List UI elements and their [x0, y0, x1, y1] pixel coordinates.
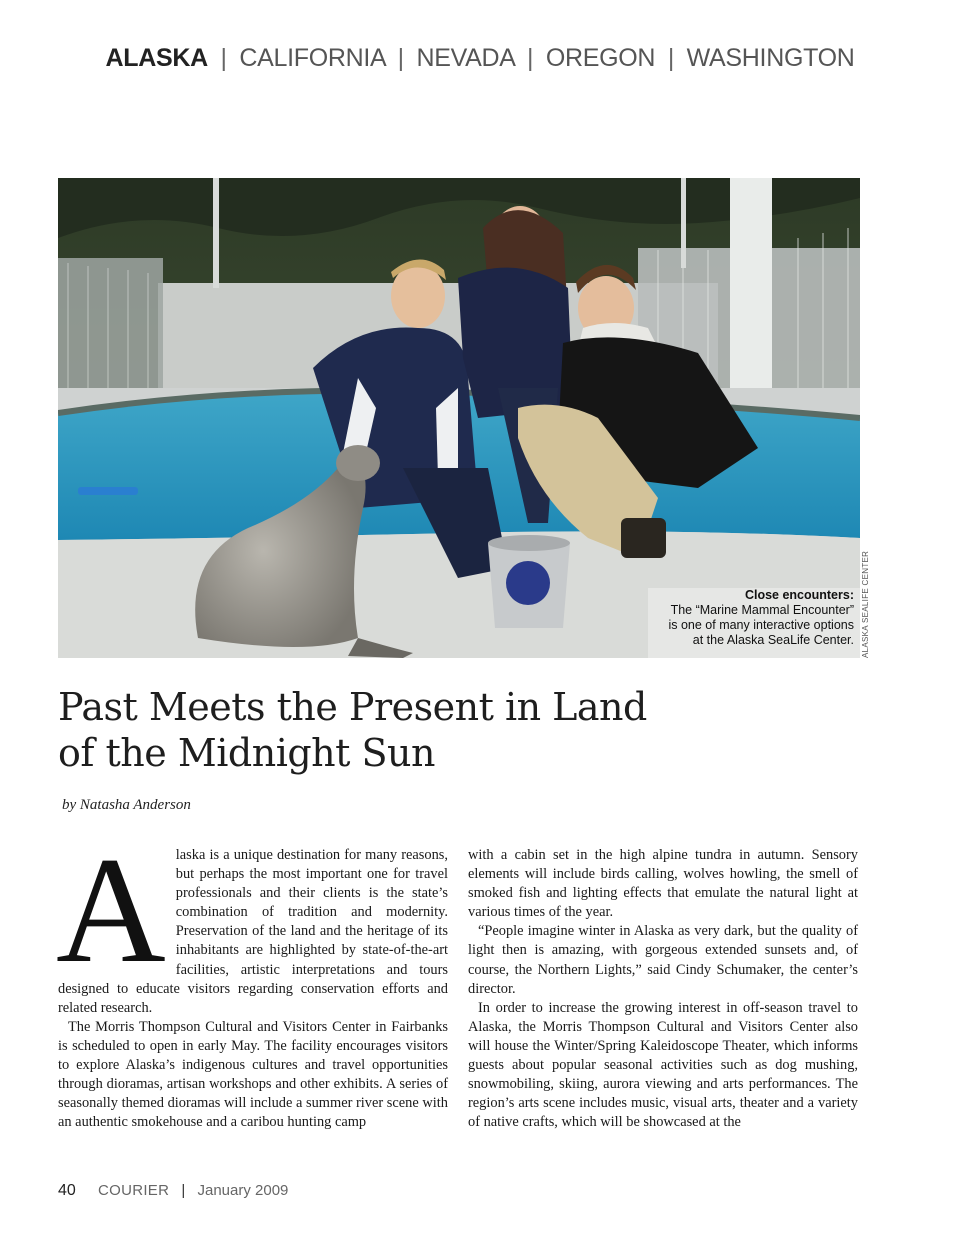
- caption-line: The “Marine Mammal Encounter”: [670, 603, 854, 617]
- byline: by Natasha Anderson: [62, 797, 191, 813]
- nav-separator: |: [526, 44, 534, 72]
- nav-separator: |: [667, 44, 675, 72]
- nav-item-alaska: ALASKA: [105, 44, 208, 72]
- nav-item-oregon: OREGON: [545, 44, 656, 72]
- nav-item-washington: WASHINGTON: [686, 44, 855, 72]
- nav-item-nevada: NEVADA: [416, 44, 515, 72]
- nav-separator: |: [220, 44, 227, 72]
- paragraph: The Morris Thompson Cultural and Visitors Center in Fairbanks is scheduled to open in early May. The facility encourages visitors to explore Alaska’s indigenous cultures and travel opportunities through dioramas, artisan workshops and other exhibits. A series of seasonally themed dioramas will include a summer river scene with an authentic smokehouse and a caribou hunting camp: [58, 1018, 448, 1131]
- magazine-name: COURIER: [97, 1182, 170, 1199]
- article-headline: [58, 684, 778, 776]
- page-footer: [58, 1182, 288, 1200]
- paragraph: laska is a unique destination for many reasons, but perhaps the most important one for travel professionals and their clients is the state’s combination of tradition and modernity. Preservation of the land and the heritage of its inhabitants are highlighted by state-of-the-art facilities, artistic interpretations and tours designed to educate visitors regarding conservation efforts and related research.: [58, 847, 448, 1016]
- headline-line: Past Meets the Present in Land: [58, 685, 647, 729]
- article-column-left: [56, 826, 448, 1132]
- bucket: [488, 535, 570, 628]
- issue-date: January 2009: [197, 1182, 289, 1199]
- caption-line: at the Alaska SeaLife Center.: [692, 633, 854, 647]
- paragraph: with a cabin set in the high alpine tundra in autumn. Sensory elements will include birds calling, wolves howling, the smell of smoked fish and lighting effects that emulate the natural light at various times of the year.: [468, 847, 858, 921]
- footer-separator: |: [181, 1182, 186, 1199]
- seal-encounter-illustration: [58, 178, 860, 658]
- caption-line: is one of many interactive options: [668, 618, 854, 632]
- nav-separator: |: [397, 44, 404, 72]
- photo-caption: [668, 588, 854, 648]
- headline-line: of the Midnight Sun: [58, 731, 435, 775]
- photo-credit: ALASKA SEALIFE CENTER: [861, 550, 870, 658]
- paragraph: “People imagine winter in Alaska as very dark, but the quality of light then is amazing, with gorgeous extended sunsets and, of course, the Northern Lights,” said Cindy Schumaker, the center’s director.: [468, 923, 858, 997]
- feature-photo: [58, 178, 860, 658]
- page-number: 40: [58, 1182, 76, 1199]
- article-column-right: [468, 846, 858, 1132]
- paragraph: In order to increase the growing interest in off-season travel to Alaska, the Morris Thompson Cultural and Visitors Center also will house the Winter/Spring Kaleidoscope Theater, which informs guests about popular seasonal activities such as dog mushing, snowmobiling, skiing, aurora viewing and arts performances. The region’s arts scene includes music, visual arts, theater and a variety of native crafts, which will be showcased at the: [468, 999, 858, 1131]
- nav-item-california: CALIFORNIA: [239, 44, 386, 72]
- state-navigation: [0, 44, 960, 73]
- caption-title: Close encounters:: [744, 588, 854, 602]
- drop-cap: A: [56, 826, 166, 994]
